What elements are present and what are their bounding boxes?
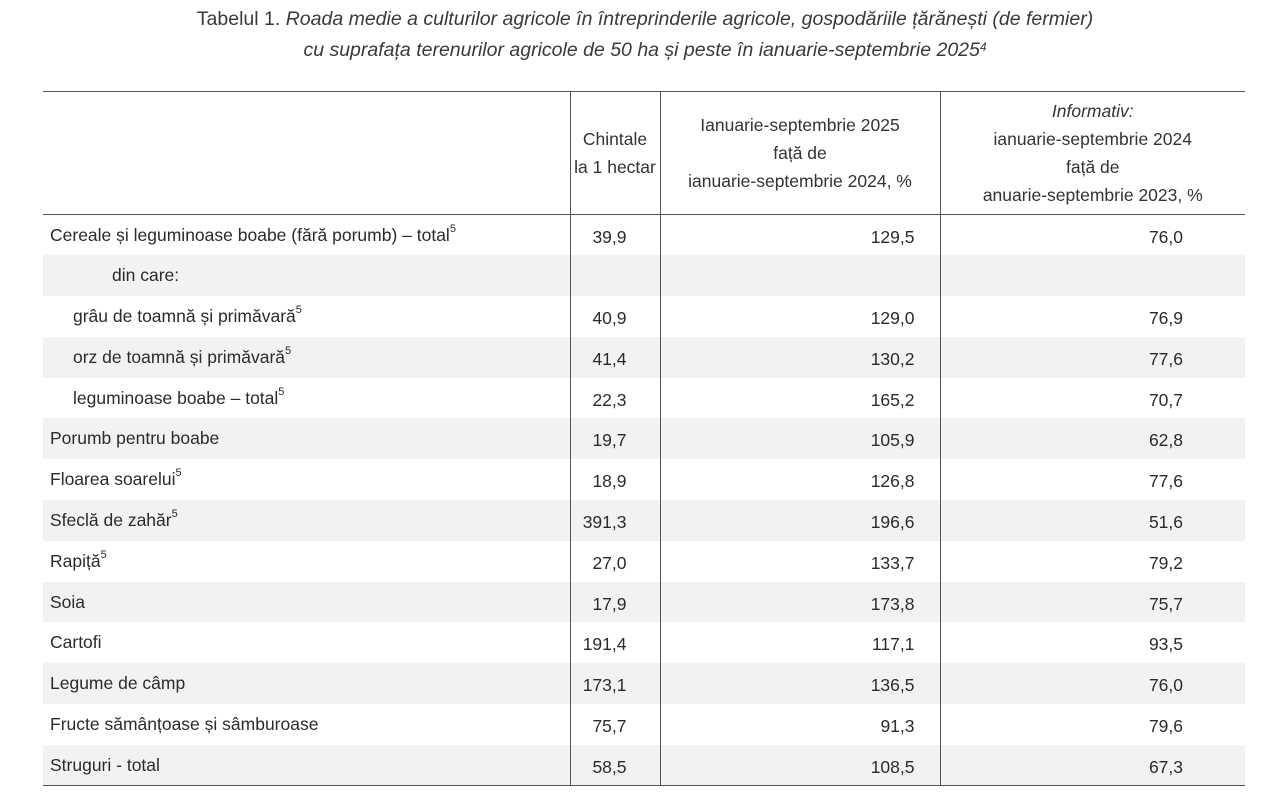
header-row [43, 92, 1245, 215]
pct-2025-cell [660, 215, 940, 256]
crop-name-cell [43, 418, 570, 459]
yield-cell [570, 296, 660, 337]
pct-2024-cell-value: 77,6 [1148, 348, 1183, 369]
caption-title-line-2: cu suprafața terenurilor agricole de 50 ha și peste în ianuarie-septembrie 2025 [303, 39, 980, 61]
yield-cell [570, 255, 660, 296]
pct-2024-cell [940, 378, 1245, 419]
caption-line-2 [0, 35, 1280, 66]
footnote-mark: 5 [100, 548, 107, 561]
crop-name: Porumb pentru boabe [50, 428, 220, 449]
table-row [43, 378, 1245, 419]
pct-2024-cell [940, 215, 1245, 256]
pct-2024-cell-value: 77,6 [1148, 471, 1183, 492]
yield-cell [570, 418, 660, 459]
pct-2025-cell-value: 165,2 [870, 389, 915, 410]
header-pct-2024-line-4: anuarie-septembrie 2023, % [982, 185, 1203, 205]
pct-2025-cell [660, 337, 940, 378]
yield-cell [570, 582, 660, 623]
crop-name: Sfeclă de zahăr [50, 509, 172, 530]
table-row [43, 704, 1245, 745]
pct-2024-cell-value: 62,8 [1148, 430, 1183, 451]
yield-cell-value: 191,4 [582, 634, 627, 655]
crop-name-cell [43, 337, 570, 378]
pct-2024-cell-value: 75,7 [1148, 593, 1183, 614]
crop-name: Fructe sămânțoase și sâmburoase [50, 713, 319, 734]
header-pct-2025-line-3: ianuarie-septembrie 2024, % [688, 171, 912, 191]
yield-cell [570, 663, 660, 704]
pct-2024-cell [940, 745, 1245, 786]
pct-2024-cell [940, 663, 1245, 704]
caption-footnote-mark: 4 [979, 40, 987, 54]
pct-2024-cell [940, 582, 1245, 623]
yield-cell-value: 22,3 [592, 389, 627, 410]
pct-2025-cell-value: 126,8 [870, 471, 915, 492]
yield-cell-value: 17,9 [592, 593, 627, 614]
footnote-mark: 5 [171, 507, 178, 520]
table-row [43, 500, 1245, 541]
yield-cell [570, 378, 660, 419]
header-pct-2025-line-2: față de [773, 143, 827, 163]
caption-line-1 [0, 4, 1280, 35]
pct-2025-cell-value: 129,0 [870, 307, 915, 328]
pct-2025-cell [660, 622, 940, 663]
yield-cell-value: 27,0 [592, 552, 627, 573]
pct-2024-cell-value: 76,0 [1148, 675, 1183, 696]
pct-2025-cell [660, 663, 940, 704]
pct-2024-cell-value: 79,6 [1148, 715, 1183, 736]
pct-2024-cell [940, 296, 1245, 337]
pct-2024-cell-value: 51,6 [1148, 511, 1183, 532]
pct-2024-cell [940, 255, 1245, 296]
crop-name: Floarea soarelui [50, 469, 176, 490]
table-row [43, 663, 1245, 704]
table-body [43, 215, 1245, 786]
pct-2025-cell [660, 704, 940, 745]
table-row [43, 418, 1245, 459]
crop-name-cell [43, 745, 570, 786]
crop-name-cell [43, 296, 570, 337]
yield-cell-value: 18,9 [592, 471, 627, 492]
yield-cell [570, 459, 660, 500]
table-row [43, 337, 1245, 378]
table-caption [0, 4, 1280, 66]
yield-cell-value: 58,5 [592, 756, 627, 777]
crop-name-cell [43, 704, 570, 745]
pct-2025-cell [660, 582, 940, 623]
pct-2024-cell [940, 459, 1245, 500]
table-row [43, 541, 1245, 582]
crop-name: leguminoase boabe – total [73, 387, 279, 408]
crop-name: orz de toamnă și primăvară [73, 346, 286, 367]
yield-cell-value: 75,7 [592, 715, 627, 736]
crop-name-cell [43, 663, 570, 704]
caption-title-line-1: Roada medie a culturilor agricole în întreprinderile agricole, gospodăriile țărănești (de fermier) [285, 8, 1094, 30]
crop-name: Cereale și leguminoase boabe (fără porumb) – total [50, 224, 450, 245]
pct-2025-cell [660, 745, 940, 786]
footnote-mark: 5 [278, 385, 285, 398]
yield-cell [570, 541, 660, 582]
pct-2025-cell-value: 130,2 [870, 348, 915, 369]
pct-2024-cell-value: 93,5 [1148, 634, 1183, 655]
header-yield-line-2: la 1 hectar [574, 157, 656, 177]
yield-cell [570, 337, 660, 378]
pct-2025-cell [660, 378, 940, 419]
yield-cell-value: 39,9 [592, 226, 627, 247]
pct-2025-cell-value: 91,3 [880, 715, 915, 736]
pct-2024-cell [940, 541, 1245, 582]
header-pct-2024-line-1: Informativ: [1051, 101, 1134, 121]
header-yield-line-1: Chintale [582, 129, 648, 149]
pct-2025-cell-value: 108,5 [870, 756, 915, 777]
pct-2024-cell [940, 418, 1245, 459]
pct-2025-cell-value: 105,9 [870, 430, 915, 451]
header-pct-2025 [660, 92, 940, 215]
crop-name: din care: [112, 265, 180, 286]
yield-cell [570, 745, 660, 786]
footnote-mark: 5 [449, 222, 456, 235]
pct-2024-cell-value: 76,0 [1148, 226, 1183, 247]
pct-2025-cell-value: 133,7 [870, 552, 915, 573]
table-row [43, 459, 1245, 500]
header-pct-2025-line-1: Ianuarie-septembrie 2025 [700, 115, 900, 135]
yield-cell [570, 704, 660, 745]
header-pct-2024-line-2: ianuarie-septembrie 2024 [993, 129, 1192, 149]
crop-name-cell [43, 582, 570, 623]
crop-name: Soia [50, 591, 86, 612]
yield-cell [570, 622, 660, 663]
pct-2025-cell-value: 196,6 [870, 511, 915, 532]
caption-lead: Tabelul 1. [196, 8, 281, 30]
pct-2024-cell [940, 622, 1245, 663]
pct-2025-cell [660, 255, 940, 296]
footnote-mark: 5 [285, 344, 292, 357]
table-row [43, 296, 1245, 337]
crop-name-cell [43, 500, 570, 541]
header-yield [570, 92, 660, 215]
pct-2024-cell [940, 500, 1245, 541]
pct-2025-cell [660, 296, 940, 337]
crop-name-cell [43, 622, 570, 663]
pct-2025-cell [660, 541, 940, 582]
pct-2025-cell [660, 459, 940, 500]
yield-cell-value: 41,4 [592, 348, 627, 369]
pct-2025-cell [660, 418, 940, 459]
crop-name-cell [43, 459, 570, 500]
header-pct-2024-line-3: față de [1065, 157, 1120, 177]
table-row [43, 255, 1245, 296]
crop-name: Legume de câmp [50, 673, 186, 694]
pct-2024-cell [940, 337, 1245, 378]
yield-cell-value: 173,1 [582, 675, 627, 696]
footnote-mark: 5 [175, 467, 182, 480]
footnote-mark: 5 [295, 303, 302, 316]
pct-2025-cell-value: 129,5 [870, 226, 915, 247]
crop-name: Struguri - total [50, 754, 160, 775]
yield-table [43, 91, 1245, 786]
pct-2024-cell-value: 67,3 [1148, 756, 1183, 777]
yield-cell [570, 215, 660, 256]
yield-cell [570, 500, 660, 541]
crop-name: Cartofi [50, 632, 102, 653]
yield-cell-value: 19,7 [592, 430, 627, 451]
table-header [43, 92, 1245, 215]
yield-cell-value: 391,3 [582, 511, 627, 532]
table-row [43, 745, 1245, 786]
pct-2025-cell-value: 173,8 [870, 593, 915, 614]
yield-cell-value: 40,9 [592, 307, 627, 328]
pct-2024-cell-value: 79,2 [1148, 552, 1183, 573]
crop-name-cell [43, 215, 570, 256]
pct-2024-cell [940, 704, 1245, 745]
crop-name-cell [43, 541, 570, 582]
pct-2024-cell-value: 76,9 [1148, 307, 1183, 328]
pct-2025-cell-value: 136,5 [870, 675, 915, 696]
crop-name: Rapiță [50, 550, 101, 571]
crop-name: grâu de toamnă și primăvară [73, 305, 296, 326]
pct-2024-cell-value: 70,7 [1148, 389, 1183, 410]
table-row [43, 582, 1245, 623]
header-crop [43, 92, 570, 215]
crop-name-cell [43, 255, 570, 296]
header-pct-2024 [940, 92, 1245, 215]
crop-name-cell [43, 378, 570, 419]
pct-2025-cell [660, 500, 940, 541]
table-row [43, 622, 1245, 663]
pct-2025-cell-value: 117,1 [872, 634, 915, 655]
table-row [43, 215, 1245, 256]
